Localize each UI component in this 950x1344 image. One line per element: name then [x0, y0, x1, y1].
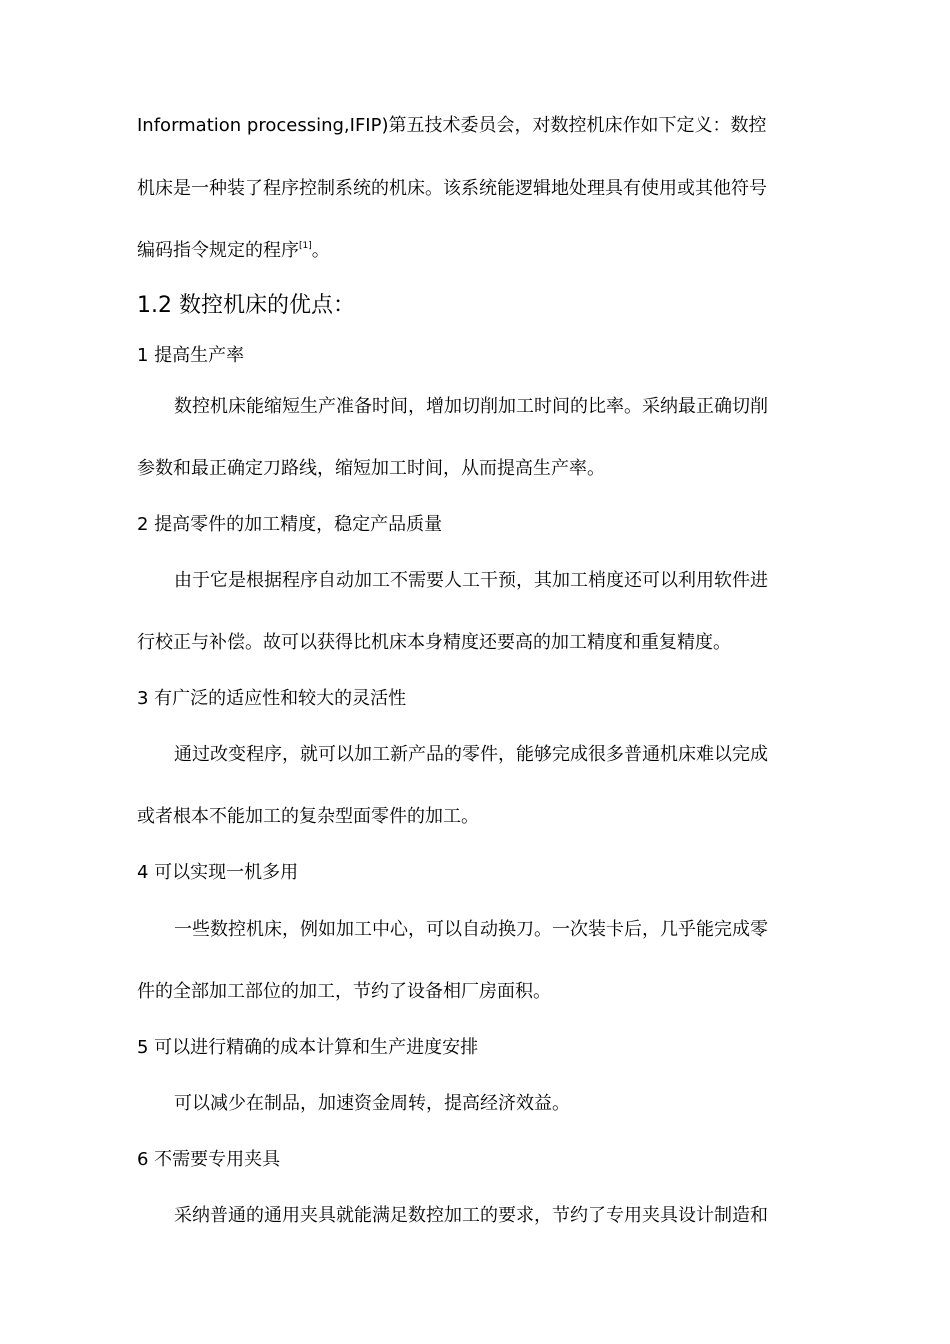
- advantage-5-title: 5 可以进行精确的成本计算和生产进度安排: [137, 1037, 479, 1058]
- intro-line-3: [137, 239, 330, 263]
- advantage-3-body-line-1: 通过改变程序，就可以加工新产品的零件，能够完成很多普通机床难以完成: [174, 744, 768, 765]
- citation-ref: [1]: [299, 241, 312, 251]
- advantage-1-body-line-2: 参数和最正确定刀路线，缩短加工时间，从而提高生产率。: [137, 458, 605, 479]
- advantage-4-body-line-2: 件的全部加工部位的加工，节约了设备相厂房面积。: [137, 981, 551, 1002]
- advantage-1-body-line-1: 数控机床能缩短生产准备时间，增加切削加工时间的比率。采纳最正确切削: [174, 396, 768, 417]
- intro-line-1: Information processing,IFIP)第五技术委员会，对数控机床作如下定义：数控: [137, 115, 767, 136]
- advantage-6-title: 6 不需要专用夹具: [137, 1149, 281, 1170]
- advantage-2-body-line-1: 由于它是根据程序自动加工不需要人工干预，其加工梢度还可以利用软件进: [174, 570, 768, 591]
- section-heading: 1.2 数控机床的优点：: [137, 293, 355, 318]
- advantage-5-body-line-1: 可以减少在制品，加速资金周转，提高经济效益。: [174, 1093, 570, 1114]
- advantage-1-title: 1 提高生产率: [137, 345, 245, 366]
- advantage-3-title: 3 有广泛的适应性和较大的灵活性: [137, 688, 407, 709]
- intro-line-2: 机床是一种装了程序控制系统的机床。该系统能逻辑地处理具有使用或其他符号: [137, 178, 767, 199]
- advantage-4-body-line-1: 一些数控机床，例如加工中心，可以自动换刀。一次装卡后，几乎能完成零: [174, 919, 768, 940]
- advantage-4-title: 4 可以实现一机多用: [137, 862, 299, 883]
- intro-line-3-text: 编码指令规定的程序: [137, 240, 299, 261]
- advantage-6-body-line-1: 采纳普通的通用夹具就能满足数控加工的要求，节约了专用夹具设计制造和: [174, 1205, 768, 1226]
- advantage-2-body-line-2: 行校正与补偿。故可以获得比机床本身精度还要高的加工精度和重复精度。: [137, 632, 731, 653]
- intro-line-3-end: 。: [311, 240, 330, 261]
- advantage-3-body-line-2: 或者根本不能加工的复杂型面零件的加工。: [137, 806, 479, 827]
- advantage-2-title: 2 提高零件的加工精度，稳定产品质量: [137, 514, 443, 535]
